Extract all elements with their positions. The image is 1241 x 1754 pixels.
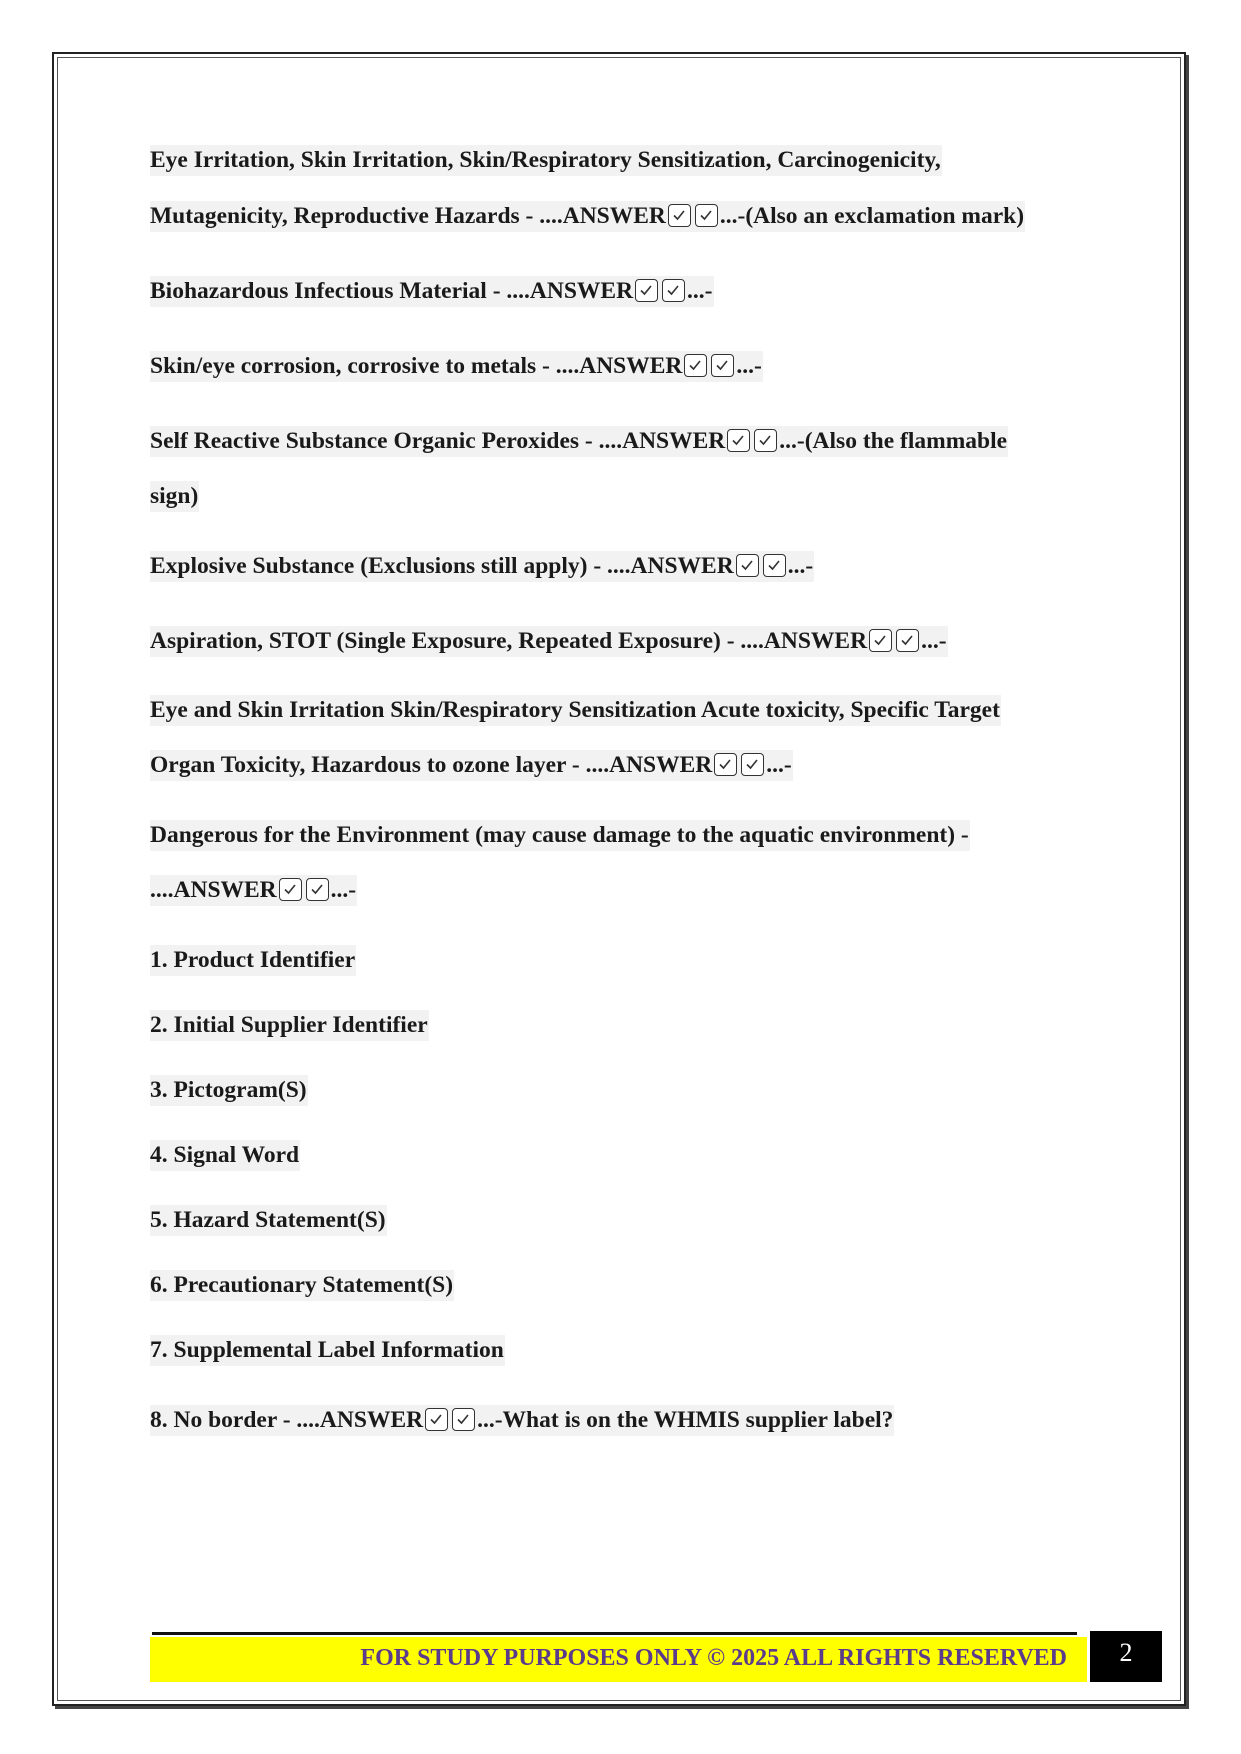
footer-rule xyxy=(152,1632,1077,1635)
checked-box-icon xyxy=(736,554,759,577)
line-text: sign) xyxy=(150,481,199,512)
line-text: Dangerous for the Environment (may cause damage to the aquatic environment) - xyxy=(150,820,970,851)
list-item-6 xyxy=(150,1270,454,1300)
line-text-after: ...-What is on the WHMIS supplier label? xyxy=(477,1407,894,1433)
line-text: 1. Product Identifier xyxy=(150,945,356,976)
list-item-3 xyxy=(150,1075,308,1105)
text-line-5 xyxy=(150,426,1008,456)
list-item-4 xyxy=(150,1140,300,1170)
text-line-11 xyxy=(150,820,970,850)
checked-box-icon xyxy=(306,878,329,901)
list-item-7 xyxy=(150,1335,505,1365)
text-line-1 xyxy=(150,145,942,175)
line-text: Skin/eye corrosion, corrosive to metals - ....ANSWER xyxy=(150,353,683,379)
checked-box-icon xyxy=(741,753,764,776)
line-text: Aspiration, STOT (Single Exposure, Repeated Exposure) - ....ANSWER xyxy=(150,628,868,654)
line-text: Organ Toxicity, Hazardous to ozone layer - ....ANSWER xyxy=(150,752,713,778)
checked-box-icon xyxy=(425,1408,448,1431)
checked-box-icon xyxy=(684,354,707,377)
text-line-4 xyxy=(150,351,763,381)
checked-box-icon xyxy=(896,629,919,652)
text-line-10 xyxy=(150,750,793,780)
line-text: Mutagenicity, Reproductive Hazards - ....ANSWER xyxy=(150,203,666,229)
footer-bar xyxy=(150,1637,1087,1682)
checked-box-icon xyxy=(279,878,302,901)
line-text: 4. Signal Word xyxy=(150,1140,300,1171)
checked-box-icon xyxy=(754,429,777,452)
list-item-8 xyxy=(150,1405,894,1435)
checked-box-icon xyxy=(711,354,734,377)
checked-box-icon xyxy=(635,279,658,302)
text-line-12 xyxy=(150,875,357,905)
checked-box-icon xyxy=(668,204,691,227)
line-text-after: ...- xyxy=(921,628,947,654)
line-text-after: ...- xyxy=(787,553,814,579)
checked-box-icon xyxy=(869,629,892,652)
text-line-6 xyxy=(150,481,199,511)
text-line-7 xyxy=(150,551,814,581)
line-text: 2. Initial Supplier Identifier xyxy=(150,1010,429,1041)
line-text: 3. Pictogram(S) xyxy=(150,1075,308,1106)
list-item-5 xyxy=(150,1205,387,1235)
checked-box-icon xyxy=(714,753,737,776)
line-text-after: ...- xyxy=(736,353,762,379)
line-text: Self Reactive Substance Organic Peroxides - ....ANSWER xyxy=(150,428,726,454)
list-item-1 xyxy=(150,945,356,975)
checked-box-icon xyxy=(763,554,786,577)
line-text: Biohazardous Infectious Material - ....ANSWER xyxy=(150,278,634,304)
line-text-after: ...- xyxy=(766,752,792,778)
line-text-after: ...-(Also the flammable xyxy=(779,428,1008,454)
line-text: Explosive Substance (Exclusions still apply) - ....ANSWER xyxy=(150,553,734,579)
text-line-9 xyxy=(150,695,1001,725)
list-item-2 xyxy=(150,1010,429,1040)
checked-box-icon xyxy=(695,204,718,227)
page-number: 2 xyxy=(1090,1631,1162,1682)
text-line-2 xyxy=(150,201,1025,231)
checked-box-icon xyxy=(662,279,685,302)
line-text-after: ...-(Also an exclamation mark) xyxy=(719,203,1025,229)
text-line-8 xyxy=(150,626,948,656)
line-text: Eye Irritation, Skin Irritation, Skin/Respiratory Sensitization, Carcinogenicity, xyxy=(150,145,942,176)
line-text-after: ...- xyxy=(687,278,713,304)
line-text: 5. Hazard Statement(S) xyxy=(150,1205,387,1236)
checked-box-icon xyxy=(727,429,750,452)
line-text: 7. Supplemental Label Information xyxy=(150,1335,505,1366)
line-text: ....ANSWER xyxy=(150,877,277,903)
line-text-after: ...- xyxy=(330,877,357,903)
line-text: Eye and Skin Irritation Skin/Respiratory Sensitization Acute toxicity, Specific Target xyxy=(150,695,1001,726)
line-text: 6. Precautionary Statement(S) xyxy=(150,1270,454,1301)
checked-box-icon xyxy=(452,1408,475,1431)
footer-text: FOR STUDY PURPOSES ONLY © 2025 ALL RIGHTS RESERVED xyxy=(360,1645,1067,1671)
line-text: 8. No border - ....ANSWER xyxy=(150,1407,424,1433)
text-line-3 xyxy=(150,276,714,306)
